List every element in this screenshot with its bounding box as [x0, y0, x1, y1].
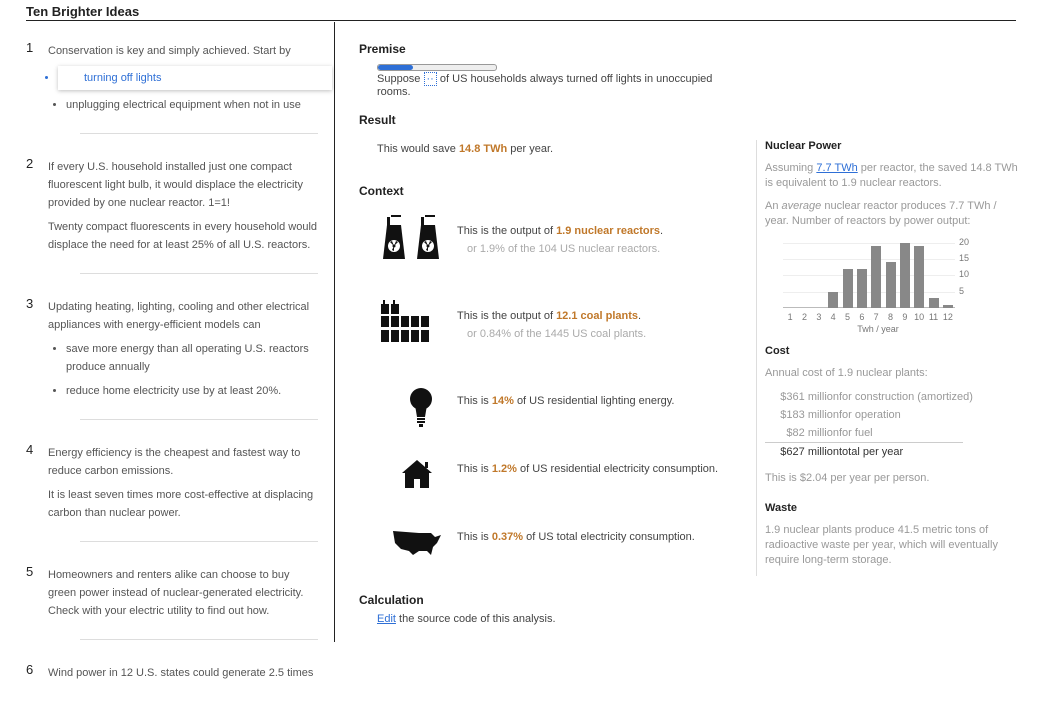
cost-per-person: This is $2.04 per year per person. [765, 472, 930, 484]
ideas-list [26, 34, 318, 718]
result-heading: Result [359, 113, 396, 127]
premise-text [377, 72, 739, 98]
context-text [457, 531, 695, 543]
chart-gridline [783, 292, 955, 293]
divider [80, 133, 318, 134]
cost-label: for operation [839, 409, 901, 421]
np-text-pre: Assuming [765, 162, 814, 174]
idea-text: If every U.S. household installed just one compact fluorescent light bulb, it would displace the electricity provided by one nuclear reactor. 1=1! [48, 161, 303, 209]
premise-text-after: of US households always turned off lights in unoccupied rooms. [377, 73, 713, 98]
result-pre: This would save [377, 143, 456, 155]
cost-label: total per year [839, 446, 904, 458]
result-value: 14.8 TWh [458, 143, 508, 155]
context-heading: Context [359, 184, 404, 198]
context-value: 1.2% [491, 463, 517, 475]
divider [80, 419, 318, 420]
idea-text: Updating heating, lighting, cooling and other electrical appliances with energy-efficient models can [48, 301, 310, 331]
title-rule [26, 20, 1016, 21]
chart-gridline [783, 259, 955, 260]
context-value: 14% [491, 395, 514, 407]
house-icon [379, 451, 449, 501]
chart-y-axis [959, 236, 983, 308]
nuclear-average-text [765, 199, 1005, 229]
context-value: 1.9 nuclear reactors [556, 225, 661, 237]
premise-text-before: Suppose [377, 73, 421, 85]
idea-6 [26, 656, 318, 702]
np-text-post: per reactor, the saved 14.8 TWh is equivalent to 1.9 nuclear reactors. [765, 162, 1018, 189]
cost-row-total [765, 446, 975, 458]
context-post: of US total electricity consumption. [526, 531, 695, 543]
divider [80, 541, 318, 542]
nuclear-plant-icon [379, 213, 449, 263]
context-subtext: or 1.9% of the 104 US nuclear reactors. [467, 243, 661, 255]
chart-x-tick: 12 [942, 312, 953, 322]
calculation-desc: the source code of this analysis. [399, 613, 556, 625]
chart-x-tick: 6 [859, 312, 865, 322]
calculation-text [377, 613, 556, 625]
context-pre: This is [457, 463, 489, 475]
chart-x-tick: 4 [830, 312, 836, 322]
cost-amount: $82 million [786, 427, 839, 439]
coal-plant-icon [379, 298, 449, 348]
idea-5 [26, 558, 318, 640]
idea-bullet-turning-off-lights[interactable]: • turning off lights [58, 66, 332, 90]
cost-row-operation [765, 409, 975, 421]
idea-2 [26, 150, 318, 274]
context-text [457, 225, 663, 237]
context-subtext: or 0.84% of the 1445 US coal plants. [467, 328, 647, 340]
page-title: Ten Brighter Ideas [26, 4, 140, 19]
chart-bar [886, 262, 896, 308]
context-row-us-total [379, 519, 739, 569]
chart-bar [900, 243, 910, 308]
idea-text: Twenty compact fluorescents in every household would displace the need for at least 25% of all U.S. reactors. [48, 221, 318, 251]
chart-x-tick: 8 [887, 312, 893, 322]
chart-x-tick: 11 [928, 312, 939, 322]
idea-number: 6 [26, 662, 34, 677]
cost-row-fuel [765, 427, 975, 439]
context-text [457, 463, 718, 475]
cost-amount: $627 million [780, 446, 839, 458]
idea-number: 5 [26, 564, 34, 579]
context-row-nuclear [379, 213, 739, 263]
waste-heading: Waste [765, 502, 797, 514]
chart-x-tick: 1 [787, 312, 793, 322]
idea-bullet-save-energy[interactable]: • save more energy than all operating U.S. reactors produce annually [66, 340, 318, 376]
cost-amount: $361 million [780, 391, 839, 403]
context-text [457, 310, 641, 322]
premise-slider[interactable] [377, 64, 497, 71]
nuclear-power-heading: Nuclear Power [765, 140, 842, 152]
chart-y-tick: 20 [959, 236, 970, 247]
idea-text: It is least seven times more cost-effective at displacing carbon than nuclear power. [48, 489, 314, 519]
context-value: 12.1 coal plants [556, 310, 638, 322]
cost-intro: Annual cost of 1.9 nuclear plants: [765, 367, 928, 379]
chart-y-tick: 5 [959, 285, 965, 296]
idea-number: 3 [26, 296, 34, 311]
divider [80, 639, 318, 640]
idea-number: 2 [26, 156, 34, 171]
waste-text: 1.9 nuclear plants produce 41.5 metric tons of radioactive waste per year, which will eventually require long-term storage. [765, 524, 998, 566]
chart-x-tick: 9 [902, 312, 908, 322]
np2-pre: An [765, 200, 779, 212]
edit-source-link[interactable]: Edit [377, 613, 396, 625]
chart-x-tick: 10 [914, 312, 925, 322]
idea-bullet-reduce-use[interactable]: • reduce home electricity use by at least 20%. [66, 382, 318, 400]
context-post: . [660, 225, 664, 237]
chart-plot-area [783, 236, 955, 308]
cost-amount: $183 million [780, 409, 839, 421]
chart-bar [857, 269, 867, 308]
idea-number: 4 [26, 442, 34, 457]
np2-em: average [781, 200, 822, 212]
chart-bar [929, 298, 939, 308]
result-post: per year. [510, 143, 554, 155]
chart-gridline [783, 275, 955, 276]
chart-bar [828, 292, 838, 308]
context-row-lighting [379, 383, 739, 433]
idea-bullet-unplugging[interactable]: • unplugging electrical equipment when not in use [66, 96, 318, 114]
chart-x-tick: 2 [801, 312, 807, 322]
column-divider [334, 22, 335, 642]
chart-x-tick: 7 [873, 312, 879, 322]
context-value: 0.37% [491, 531, 524, 543]
context-pre: This is the output of [457, 225, 553, 237]
cost-label: for fuel [839, 427, 873, 439]
idea-4 [26, 436, 318, 542]
context-pre: This is the output of [457, 310, 553, 322]
light-bulb-icon [379, 383, 449, 433]
idea-text: Energy efficiency is the cheapest and fastest way to reduce carbon emissions. [48, 447, 301, 477]
context-pre: This is [457, 395, 489, 407]
idea-number: 1 [26, 40, 34, 55]
idea-1 [26, 34, 318, 134]
context-post: of US residential electricity consumption. [519, 463, 719, 475]
premise-percent-adjuster[interactable]: ·· [424, 72, 437, 86]
chart-bar [843, 269, 853, 308]
calculation-heading: Calculation [359, 593, 424, 607]
context-row-coal [379, 298, 739, 348]
twh-per-reactor-link[interactable]: 7.7 TWh [816, 162, 858, 174]
chart-x-label: Twh / year [857, 324, 899, 334]
cost-row-construction [765, 391, 975, 403]
chart-x-tick: 5 [844, 312, 850, 322]
chart-bar [943, 305, 953, 308]
slider-fill [378, 65, 413, 70]
context-text [457, 395, 675, 407]
chart-x-axis [783, 312, 955, 324]
idea-text: Wind power in 12 U.S. states could generate 2.5 times [48, 667, 314, 679]
chart-y-tick: 10 [959, 269, 970, 280]
idea-3 [26, 290, 318, 420]
context-row-residential [379, 451, 739, 501]
context-post: of US residential lighting energy. [516, 395, 675, 407]
divider [80, 273, 318, 274]
idea-text: Conservation is key and simply achieved. Start by [48, 45, 291, 57]
cost-label: for construction (amortized) [839, 391, 973, 403]
reactor-output-chart [783, 236, 983, 336]
context-post: . [638, 310, 642, 322]
chart-bar [914, 246, 924, 308]
usa-map-icon [379, 519, 449, 569]
chart-bar [871, 246, 881, 308]
context-pre: This is [457, 531, 489, 543]
result-text [377, 143, 553, 155]
chart-y-tick: 15 [959, 252, 970, 263]
chart-x-tick: 3 [816, 312, 822, 322]
idea-text: Homeowners and renters alike can choose to buy green power instead of nuclear-generated electricity. Check with your electric utility to find out how. [48, 569, 304, 617]
cost-heading: Cost [765, 345, 790, 357]
nuclear-power-text [765, 161, 1020, 191]
cost-divider [765, 442, 963, 443]
np2-post: nuclear reactor produces 7.7 TWh / year. Number of reactors by power output: [765, 200, 997, 227]
details-sidebar [756, 140, 1018, 576]
premise-heading: Premise [359, 42, 406, 56]
chart-gridline [783, 243, 955, 244]
